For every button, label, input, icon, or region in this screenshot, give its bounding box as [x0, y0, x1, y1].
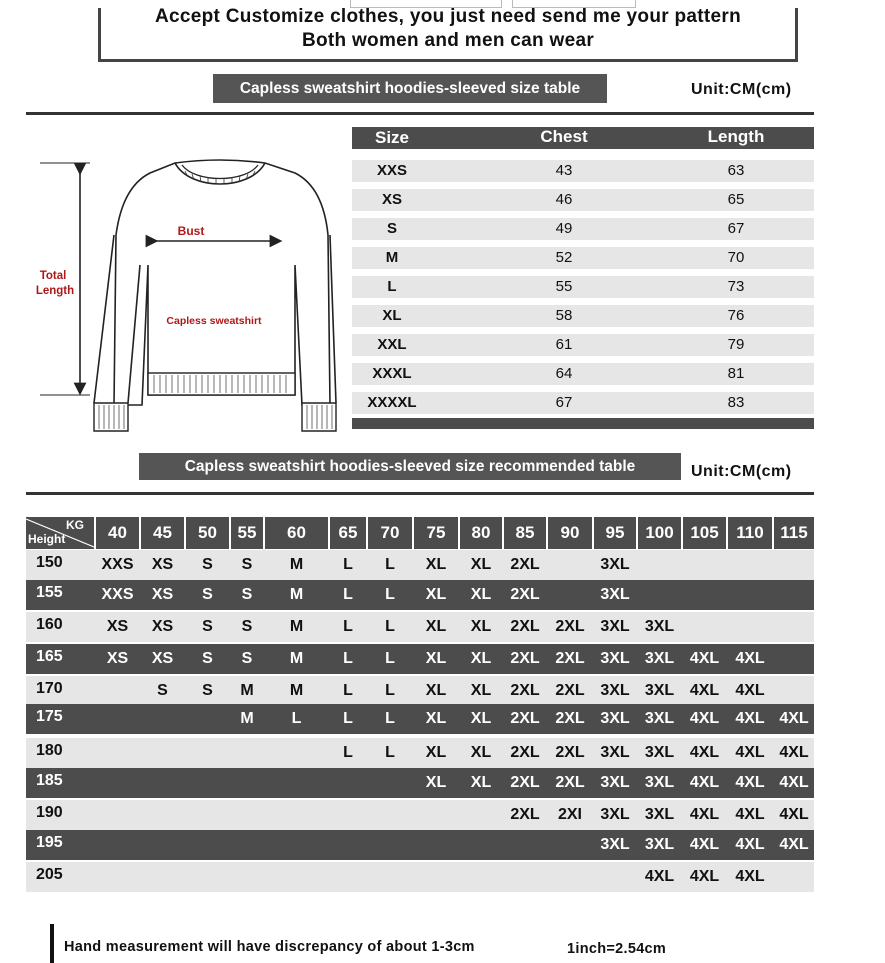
footer-note: Hand measurement will have discrepancy of about 1-3cm: [64, 939, 475, 955]
size-recommendation-cell: XXS: [101, 556, 134, 573]
chest-cell: 61: [555, 336, 573, 353]
size-cell: XXXL: [372, 365, 412, 382]
kg-header-cell: 65: [330, 517, 366, 549]
recommend-row: [26, 676, 814, 706]
size-recommendation-cell: 4XL: [735, 710, 765, 727]
size-row: [352, 218, 814, 240]
size-recommendation-cell: 4XL: [735, 836, 765, 853]
recommend-row: [26, 830, 814, 860]
size-recommendation-cell: XL: [425, 650, 447, 667]
length-cell: 70: [727, 249, 745, 266]
size-recommendation-cell: 3XL: [600, 618, 630, 635]
size-recommendation-cell: XL: [470, 774, 492, 791]
size-recommendation-cell: 4XL: [779, 774, 809, 791]
size-recommendation-cell: 2XL: [510, 650, 540, 667]
size-recommendation-cell: 3XL: [644, 682, 675, 699]
size-recommendation-cell: 4XL: [689, 806, 720, 823]
sweatshirt-outline: [114, 160, 330, 405]
size-recommendation-cell: 2XL: [555, 682, 585, 699]
size-recommendation-cell: M: [289, 556, 304, 573]
size-recommendation-cell: 2XL: [510, 618, 540, 635]
size-recommendation-cell: 4XL: [735, 806, 765, 823]
height-cell: 150: [36, 554, 63, 571]
size-recommendation-cell: 4XL: [689, 650, 720, 667]
chest-cell: 49: [555, 220, 573, 237]
col-size: Size: [374, 128, 410, 147]
size-table-banner: Capless sweatshirt hoodies-sleeved size table: [213, 74, 607, 103]
size-recommendation-cell: 3XL: [644, 774, 675, 791]
size-recommendation-cell: 3XL: [600, 744, 630, 761]
size-recommendation-cell: XL: [470, 586, 492, 603]
size-recommendation-cell: L: [385, 710, 395, 727]
size-recommendation-cell: XS: [151, 650, 174, 667]
size-recommendation-cell: S: [202, 618, 213, 635]
recommend-row: [26, 862, 814, 892]
kg-header-cell: 115: [774, 517, 814, 549]
header-line-2: Both women and men can wear: [301, 30, 595, 51]
size-recommendation-cell: L: [343, 650, 353, 667]
size-recommendation-cell: 3XL: [644, 710, 675, 727]
sweatshirt-diagram: [30, 155, 350, 440]
size-recommendation-cell: 3XL: [600, 682, 630, 699]
kg-header-cell: 55: [231, 517, 263, 549]
size-recommendation-cell: L: [385, 682, 395, 699]
size-recommendation-cell: XL: [425, 744, 447, 761]
size-recommendation-cell: XL: [425, 710, 447, 727]
height-cell: 180: [36, 742, 63, 759]
kg-header-cell: 85: [504, 517, 546, 549]
size-recommendation-cell: XL: [470, 682, 492, 699]
size-recommendation-cell: 3XL: [644, 618, 675, 635]
size-cell: M: [385, 249, 399, 266]
footer-bar: [50, 924, 54, 963]
size-recommendation-cell: XL: [470, 744, 492, 761]
recommend-row: [26, 612, 814, 642]
garment-label: Capless sweatshirt: [166, 315, 262, 327]
size-recommendation-cell: 3XL: [644, 806, 675, 823]
height-cell: 185: [36, 772, 63, 789]
kg-header-cell: 80: [460, 517, 502, 549]
header-line-1: Accept Customize clothes, you just need send me your pattern: [154, 6, 741, 27]
length-cell: 65: [727, 191, 745, 208]
size-recommendation-cell: S: [157, 682, 168, 699]
size-recommendation-cell: S: [241, 556, 253, 573]
size-recommendation-cell: 2XL: [510, 586, 540, 603]
corner-kg-label: KG: [66, 518, 84, 532]
size-table-footer-bar: [352, 418, 814, 429]
size-recommendation-cell: 3XL: [600, 774, 630, 791]
height-cell: 205: [36, 866, 63, 883]
header-box: [98, 8, 798, 62]
kg-header-cell: 40: [96, 517, 139, 549]
size-recommendation-cell: M: [240, 682, 254, 699]
size-recommendation-cell: L: [343, 682, 353, 699]
size-recommendation-cell: 2XL: [555, 774, 585, 791]
kg-header-cell: 90: [548, 517, 592, 549]
height-cell: 155: [36, 584, 63, 601]
size-row: [352, 305, 814, 327]
size-recommendation-cell: 2XL: [555, 710, 585, 727]
size-recommendation-cell: L: [343, 556, 353, 573]
footer-conversion: 1inch=2.54cm: [567, 941, 667, 957]
size-recommendation-cell: 2XL: [510, 556, 540, 573]
size-recommendation-cell: 4XL: [735, 774, 765, 791]
size-recommendation-cell: XL: [470, 556, 492, 573]
size-recommendation-cell: XXS: [101, 586, 134, 603]
col-chest: Chest: [540, 127, 588, 146]
height-cell: 190: [36, 804, 63, 821]
size-recommendation-cell: L: [385, 618, 395, 635]
size-recommendation-cell: 4XL: [735, 650, 765, 667]
size-recommendation-cell: 4XL: [689, 710, 720, 727]
size-recommendation-cell: M: [289, 682, 304, 699]
recommend-row: [26, 768, 814, 798]
chest-cell: 46: [555, 191, 573, 208]
size-recommendation-cell: XL: [470, 710, 492, 727]
size-recommendation-cell: XS: [106, 650, 129, 667]
kg-header-cell: 110: [728, 517, 772, 549]
size-recommendation-cell: S: [202, 556, 213, 573]
kg-header-cell: 60: [265, 517, 328, 549]
size-recommendation-cell: L: [343, 586, 353, 603]
size-recommendation-cell: S: [202, 650, 213, 667]
size-recommendation-cell: 4XL: [735, 682, 765, 699]
size-recommendation-cell: 3XL: [600, 806, 630, 823]
size-recommendation-cell: 4XL: [779, 744, 809, 761]
size-recommendation-cell: 3XL: [600, 556, 630, 573]
size-row: [352, 247, 814, 269]
kg-height-corner: [26, 517, 94, 549]
recommend-table-banner: Capless sweatshirt hoodies-sleeved size recommended table: [139, 453, 681, 480]
size-recommendation-cell: 3XL: [600, 650, 630, 667]
size-recommendation-cell: 4XL: [779, 710, 809, 727]
size-cell: XXXXL: [367, 394, 417, 411]
height-cell: 175: [36, 708, 63, 725]
kg-header-cell: 105: [683, 517, 726, 549]
height-cell: 165: [36, 648, 63, 665]
size-section-rule: [26, 112, 814, 115]
height-cell: 170: [36, 680, 63, 697]
size-recommendation-cell: 2XL: [510, 806, 540, 823]
size-recommendation-cell: 3XL: [600, 586, 630, 603]
kg-header-cell: 100: [638, 517, 681, 549]
size-cell: L: [387, 278, 397, 295]
size-row: [352, 276, 814, 298]
recommend-row: [26, 550, 814, 580]
size-recommendation-cell: L: [291, 710, 302, 727]
chest-cell: 43: [555, 162, 573, 179]
length-cell: 63: [727, 162, 745, 179]
size-recommendation-cell: M: [289, 650, 304, 667]
bust-label: Bust: [177, 224, 205, 238]
size-recommendation-cell: 2XI: [557, 806, 582, 823]
corner-height-label: Height: [28, 532, 66, 546]
size-recommendation-cell: 4XL: [689, 774, 720, 791]
size-row: [352, 392, 814, 414]
recommend-section-rule: [26, 492, 814, 495]
size-recommendation-cell: 4XL: [735, 744, 765, 761]
size-row: [352, 160, 814, 182]
size-row: [352, 189, 814, 211]
size-recommendation-cell: 4XL: [689, 868, 720, 885]
size-recommendation-cell: S: [202, 682, 213, 699]
size-recommendation-cell: S: [241, 650, 253, 667]
size-table-header: [352, 127, 814, 149]
size-recommendation-cell: 4XL: [689, 836, 720, 853]
height-cell: 195: [36, 834, 63, 851]
size-recommendation-cell: XL: [470, 650, 492, 667]
size-recommendation-cell: XL: [425, 618, 447, 635]
size-recommendation-cell: L: [343, 744, 353, 761]
chest-cell: 64: [555, 365, 573, 382]
recommend-row: [26, 580, 814, 610]
size-recommendation-cell: XS: [151, 586, 174, 603]
size-recommendation-cell: 3XL: [644, 650, 675, 667]
size-recommendation-cell: 3XL: [644, 744, 675, 761]
size-cell: XL: [382, 307, 402, 324]
size-recommendation-cell: XS: [151, 618, 174, 635]
recommend-row: [26, 800, 814, 830]
size-recommendation-cell: XL: [470, 618, 492, 635]
size-recommendation-cell: S: [241, 586, 253, 603]
size-cell: S: [386, 220, 397, 237]
size-recommendation-cell: 2XL: [555, 744, 585, 761]
chest-cell: 55: [555, 278, 573, 295]
size-recommendation-cell: 4XL: [779, 836, 809, 853]
total-length-label-2: Length: [35, 285, 75, 297]
size-recommendation-cell: 2XL: [510, 774, 540, 791]
length-cell: 83: [727, 394, 745, 411]
size-recommendation-cell: 2XL: [510, 710, 540, 727]
size-recommendation-cell: 2XL: [510, 682, 540, 699]
size-recommendation-cell: 2XL: [555, 618, 585, 635]
size-recommendation-cell: L: [385, 744, 395, 761]
size-recommendation-cell: 4XL: [644, 868, 675, 885]
size-recommendation-cell: XL: [425, 556, 447, 573]
length-cell: 79: [727, 336, 745, 353]
kg-header-cell: 75: [414, 517, 458, 549]
size-recommendation-cell: L: [385, 586, 395, 603]
size-recommendation-cell: S: [241, 618, 253, 635]
size-recommendation-cell: 4XL: [689, 682, 720, 699]
kg-header-cell: 95: [594, 517, 636, 549]
size-recommendation-cell: L: [385, 556, 395, 573]
length-cell: 76: [727, 307, 745, 324]
size-recommendation-cell: 3XL: [600, 710, 630, 727]
kg-header-cell: 50: [186, 517, 229, 549]
size-recommendation-cell: 2XL: [510, 744, 540, 761]
size-row: [352, 334, 814, 356]
total-length-label-1: Total: [39, 270, 67, 282]
chest-cell: 67: [555, 394, 573, 411]
size-cell: XXL: [377, 336, 407, 353]
height-cell: 160: [36, 616, 63, 633]
size-recommendation-cell: L: [343, 710, 353, 727]
recommend-unit-label: Unit:CM(cm): [691, 463, 792, 480]
size-cell: XXS: [376, 162, 407, 179]
size-recommendation-cell: 4XL: [735, 868, 765, 885]
size-cell: XS: [381, 191, 402, 208]
length-cell: 81: [727, 365, 745, 382]
size-recommendation-cell: 4XL: [779, 806, 809, 823]
size-recommendation-cell: 2XL: [555, 650, 585, 667]
size-recommendation-cell: XS: [106, 618, 129, 635]
size-unit-label: Unit:CM(cm): [691, 81, 792, 98]
size-recommendation-cell: S: [202, 586, 213, 603]
recommend-row: [26, 704, 814, 734]
size-recommendation-cell: XL: [425, 774, 447, 791]
kg-header-cell: 70: [368, 517, 412, 549]
recommend-row: [26, 738, 814, 768]
size-recommendation-cell: M: [289, 586, 304, 603]
chest-cell: 52: [555, 249, 573, 266]
size-recommendation-cell: XL: [425, 586, 447, 603]
col-length: Length: [707, 127, 765, 146]
chest-cell: 58: [555, 307, 573, 324]
kg-header-cell: 45: [141, 517, 184, 549]
recommend-row: [26, 644, 814, 674]
size-recommendation-cell: 3XL: [644, 836, 675, 853]
size-recommendation-cell: L: [343, 618, 353, 635]
size-recommendation-cell: M: [240, 710, 254, 727]
size-recommendation-cell: XL: [425, 682, 447, 699]
size-row: [352, 363, 814, 385]
size-recommendation-cell: 3XL: [600, 836, 630, 853]
size-recommendation-cell: L: [385, 650, 395, 667]
size-recommendation-cell: XS: [151, 556, 174, 573]
length-cell: 67: [727, 220, 745, 237]
size-recommendation-cell: M: [289, 618, 304, 635]
length-cell: 73: [727, 278, 745, 295]
size-recommendation-cell: 4XL: [689, 744, 720, 761]
